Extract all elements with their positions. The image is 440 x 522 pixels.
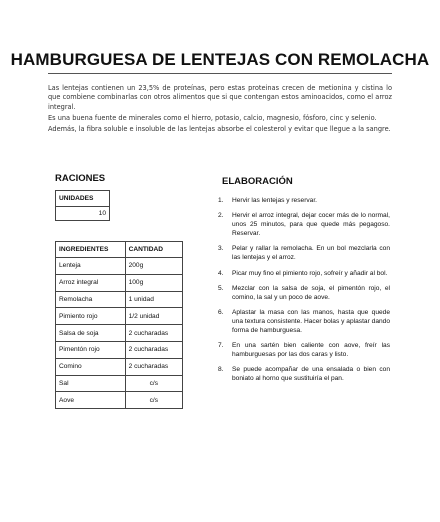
step-text: Pelar y rallar la remolacha. En un bol mezclarla con las lentejas y el arroz. <box>232 245 390 262</box>
list-item <box>218 244 390 262</box>
step-text: Picar muy fino el pimiento rojo, sofreír y añadir al bol. <box>232 269 388 277</box>
step-text: Hervir el arroz integral, dejar cocer más de lo normal, unos 25 minutos, para que quede más pegagoso. Reservar. <box>232 212 390 238</box>
list-item <box>218 284 390 302</box>
intro-paragraph: Además, la fibra soluble e insoluble de las lentejas absorbe el colesterol y evitar que llegue a la sangre. <box>48 124 391 133</box>
step-number: 8. <box>218 366 224 374</box>
table-row <box>56 358 183 375</box>
raciones-table <box>55 190 110 221</box>
steps-list <box>218 196 390 390</box>
raciones-column-header: UNIDADES <box>56 191 110 207</box>
ingredient-quantity: 1 unidad <box>125 291 182 308</box>
raciones-value: 10 <box>56 207 110 221</box>
step-number: 1. <box>218 197 224 204</box>
ingredient-quantity: 2 cucharadas <box>125 341 182 358</box>
ingredients-header: INGREDIENTES <box>56 242 126 258</box>
list-item <box>218 196 390 205</box>
list-item <box>218 308 390 335</box>
ingredient-quantity: 2 cucharadas <box>125 325 182 342</box>
ingredient-name: Salsa de soja <box>56 325 126 342</box>
ingredient-quantity: c/s <box>125 392 182 409</box>
table-row <box>56 392 183 409</box>
step-text: En una sartén bien caliente con aove, freír las hamburguesas por las dos caras y listo. <box>232 342 390 359</box>
table-row <box>56 191 110 207</box>
list-item <box>218 269 390 278</box>
step-text: Se puede acompañar de una ensalada o bien con boniato al horno que sustituiría el pan. <box>232 366 390 383</box>
table-row <box>56 325 183 342</box>
ingredient-name: Arroz integral <box>56 274 126 291</box>
step-number: 5. <box>218 284 224 292</box>
ingredient-name: Aove <box>56 392 126 409</box>
step-number: 2. <box>218 212 224 220</box>
step-text: Aplastar la masa con las manos, hasta que quede una textura consistente. Hacer bolas y aplastar dando forma de hamburguesa. <box>232 308 390 334</box>
step-number: 6. <box>218 308 224 316</box>
quantity-header: CANTIDAD <box>125 242 182 258</box>
intro-text <box>48 84 392 136</box>
ingredient-quantity: 100g <box>125 274 182 291</box>
title-divider <box>48 73 392 74</box>
ingredient-quantity: 1/2 unidad <box>125 308 182 325</box>
list-item <box>218 365 390 383</box>
raciones-heading: RACIONES <box>55 173 106 184</box>
step-number: 7. <box>218 342 224 350</box>
table-row <box>56 258 183 275</box>
table-row <box>56 291 183 308</box>
step-text: Hervir las lentejas y reservar. <box>232 197 318 204</box>
table-row <box>56 308 183 325</box>
step-number: 3. <box>218 245 224 253</box>
step-number: 4. <box>218 269 224 277</box>
ingredient-quantity: 200g <box>125 258 182 275</box>
ingredients-table <box>55 241 183 409</box>
ingredient-name: Comino <box>56 358 126 375</box>
recipe-title: HAMBURGUESA DE LENTEJAS CON REMOLACHA <box>10 50 430 69</box>
table-header-row <box>56 242 183 258</box>
intro-paragraph: Las lentejas contienen un 23,5% de proteínas, pero estas proteinas crecen de metionina y cistina lo que combiene combinarlas con otros alimentos que si que contengan estos aminoacidos, como el arroz integral. <box>48 84 392 111</box>
table-row <box>56 274 183 291</box>
intro-paragraph: Es una buena fuente de minerales como el hierro, potasio, calcio, magnesio, fósforo, cinc y selenio. <box>48 113 377 122</box>
elaboracion-heading: ELABORACIÓN <box>222 176 293 187</box>
table-row <box>56 207 110 221</box>
ingredient-name: Remolacha <box>56 291 126 308</box>
ingredient-name: Sal <box>56 375 126 392</box>
table-row <box>56 341 183 358</box>
table-row <box>56 375 183 392</box>
list-item <box>218 211 390 238</box>
ingredient-quantity: c/s <box>125 375 182 392</box>
ingredient-name: Pimentón rojo <box>56 341 126 358</box>
ingredient-name: Pimiento rojo <box>56 308 126 325</box>
ingredient-quantity: 2 cucharadas <box>125 358 182 375</box>
list-item <box>218 341 390 359</box>
ingredient-name: Lenteja <box>56 258 126 275</box>
step-text: Mezclar con la salsa de soja, el pimentón rojo, el comino, la sal y un poco de aove. <box>232 284 390 301</box>
